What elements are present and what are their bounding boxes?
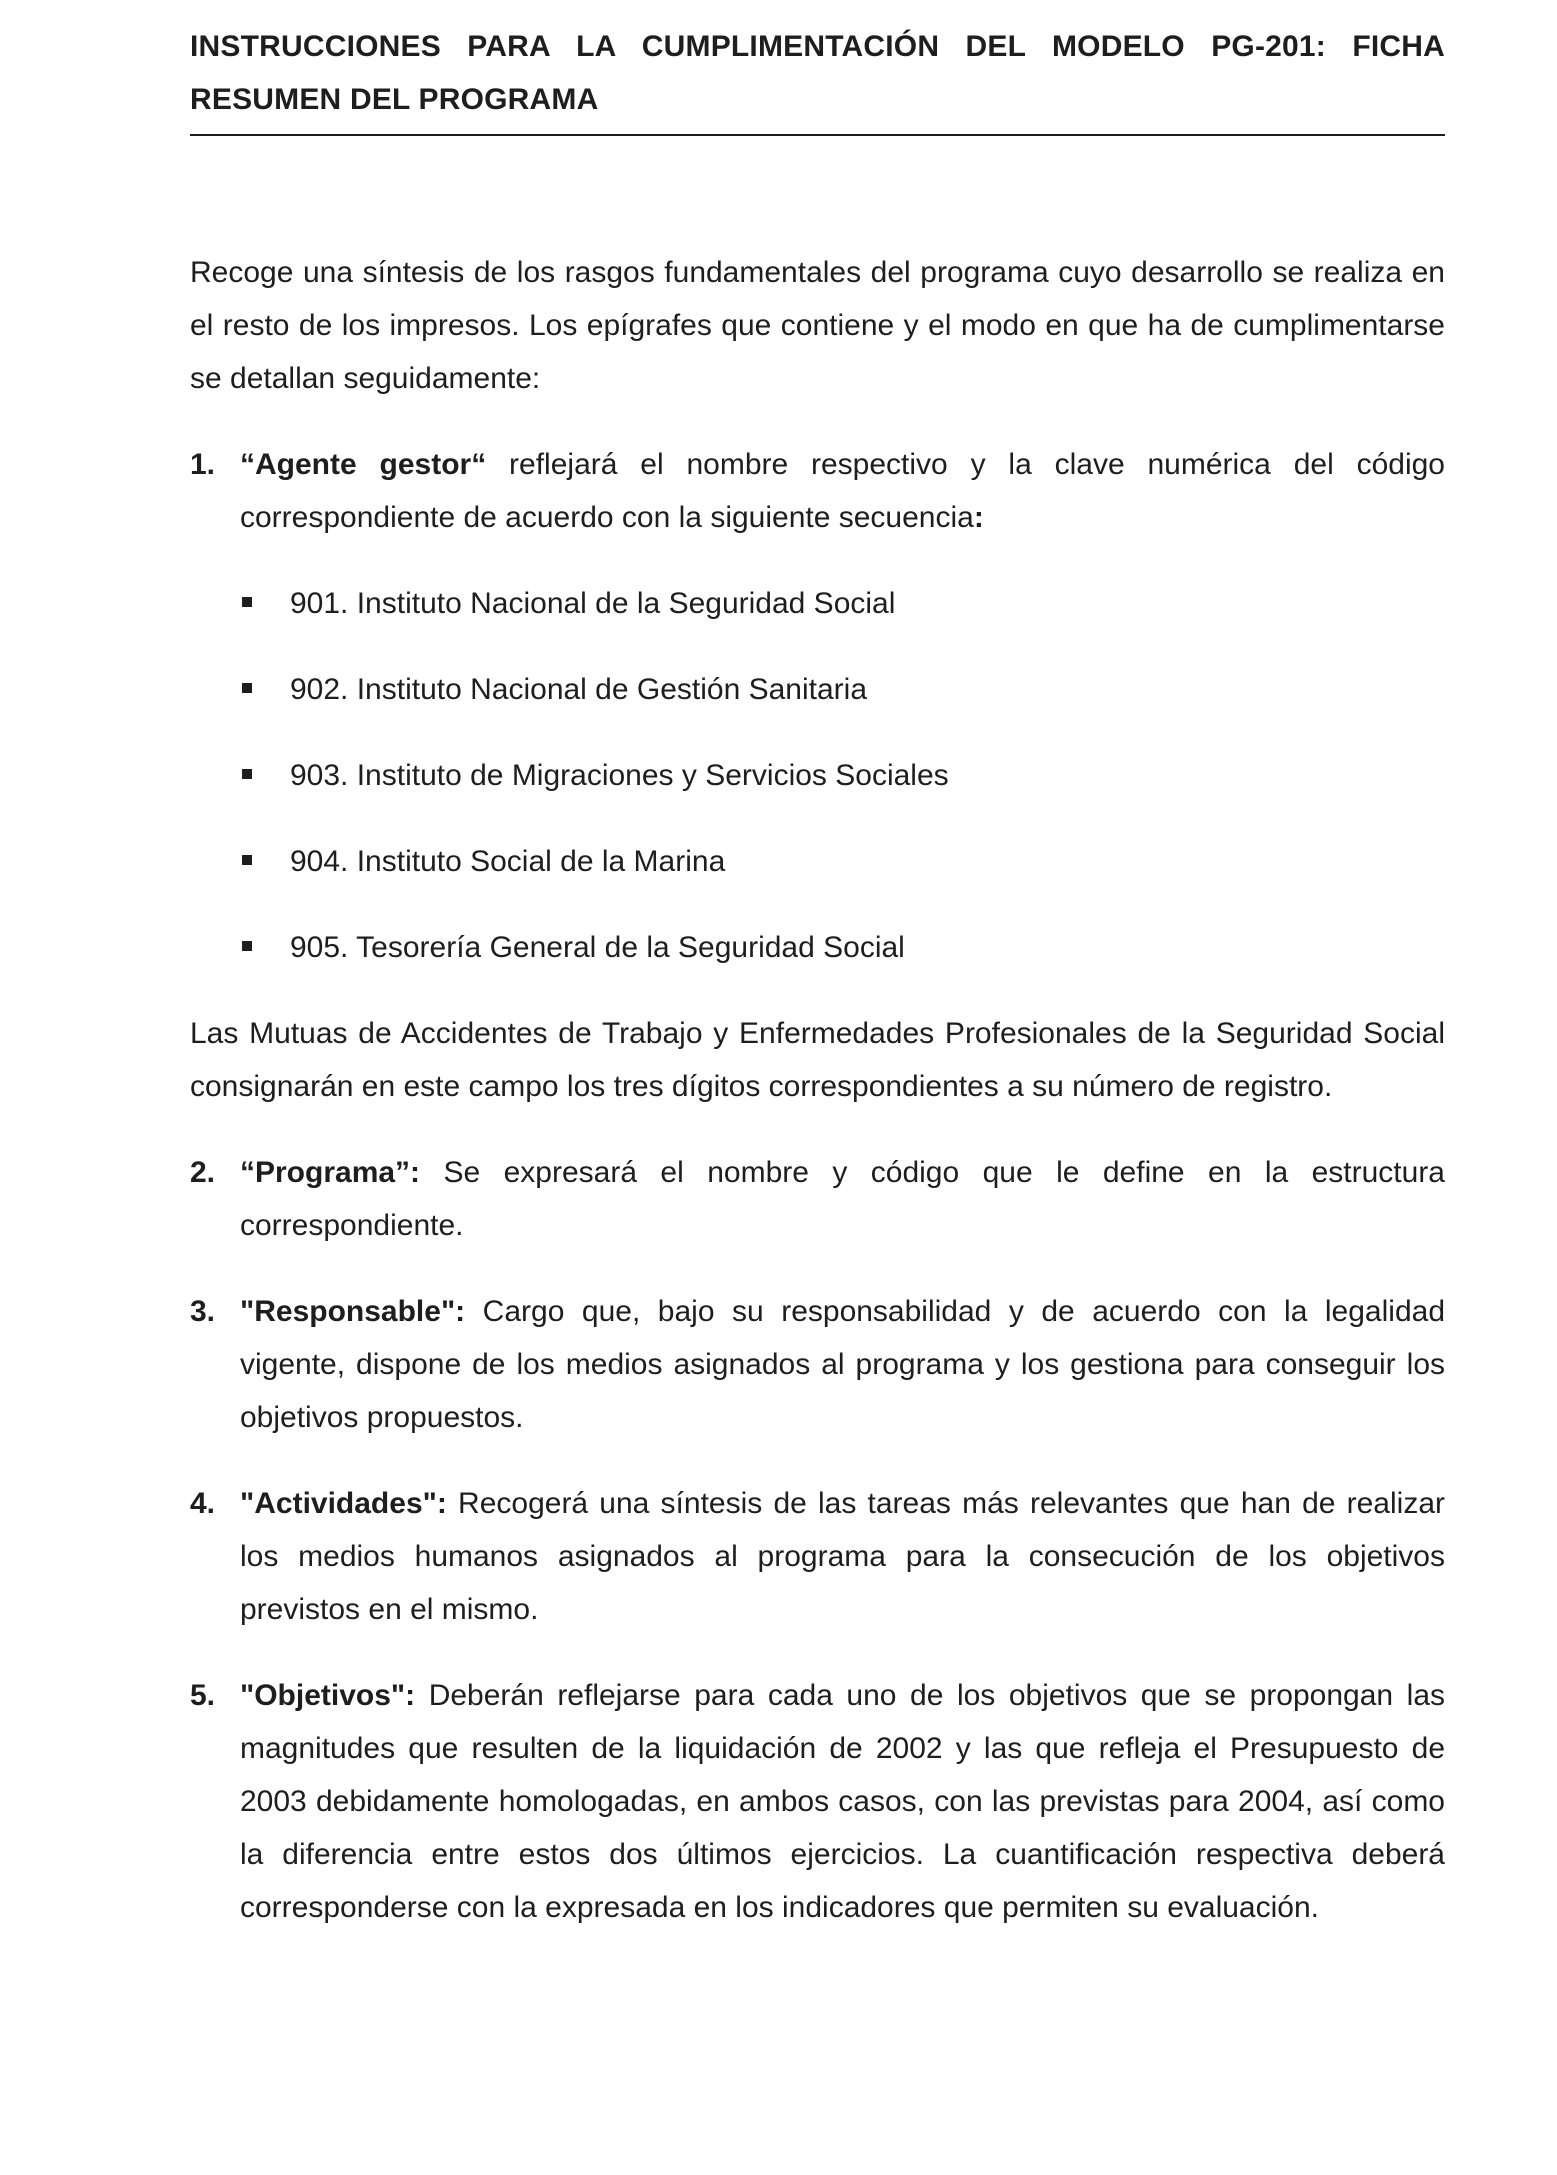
mutuas-note: Las Mutuas de Accidentes de Trabajo y Enfermedades Profesionales de la Seguridad Social consignarán en este campo los tres dígitos correspondientes a su número de registro. — [190, 1017, 1445, 1103]
section-text: Se expresará el nombre y código que le define en la estructura correspondiente. — [240, 1156, 1445, 1242]
list-item-label: 903. Instituto de Migraciones y Servicios Sociales — [290, 759, 949, 792]
list-item — [190, 577, 1445, 630]
section-2-programa — [190, 1146, 1445, 1252]
section-4-actividades — [190, 1477, 1445, 1636]
list-item-label: 901. Instituto Nacional de la Seguridad Social — [290, 587, 896, 620]
section-1-agente-gestor — [190, 438, 1445, 544]
list-item-label: 905. Tesorería General de la Seguridad Social — [290, 931, 905, 964]
section-5-objetivos — [190, 1669, 1445, 1934]
agent-code-list — [190, 577, 1445, 974]
section-term: “Agente gestor“ — [240, 448, 487, 481]
square-bullet-icon — [242, 941, 252, 951]
list-item — [190, 663, 1445, 716]
section-number: 4. — [190, 1487, 216, 1520]
list-item — [190, 749, 1445, 802]
section-text: Recogerá una síntesis de las tareas más relevantes que han de realizar los medios humanos asignados al programa para la consecución de los objetivos previstos en el mismo. — [240, 1487, 1445, 1626]
section-term: “Programa”: — [240, 1156, 421, 1189]
section-text: reflejará el nombre respectivo y la clave numérica del código correspondiente de acuerdo con la siguiente secuencia — [240, 448, 1445, 534]
section-text: Cargo que, bajo su responsabilidad y de acuerdo con la legalidad vigente, dispone de los medios asignados al programa y los gestiona para conseguir los objetivos propuestos. — [240, 1295, 1445, 1434]
intro-paragraph: Recoge una síntesis de los rasgos fundamentales del programa cuyo desarrollo se realiza en el resto de los impresos. Los epígrafes que contiene y el modo en que ha de cumplimentarse se detallan seguidamente: — [190, 256, 1445, 395]
section-number: 2. — [190, 1156, 216, 1189]
list-item — [190, 921, 1445, 974]
section-number: 1. — [190, 448, 216, 481]
list-item — [190, 835, 1445, 888]
section-3-responsable — [190, 1285, 1445, 1444]
page-title: INSTRUCCIONES PARA LA CUMPLIMENTACIÓN DEL MODELO PG-201: FICHA RESUMEN DEL PROGRAMA — [190, 30, 1445, 116]
page-header — [190, 20, 1445, 136]
section-text: Deberán reflejarse para cada uno de los objetivos que se propongan las magnitudes que resulten de la liquidación de 2002 y las que refleja el Presupuesto de 2003 debidamente homologadas, en ambos casos, con las previstas para 2004, así como la diferencia entre estos dos últimos ejercicios. La cuantificación respectiva deberá corresponderse con la expresada en los indicadores que permiten su evaluación. — [240, 1679, 1445, 1924]
section-number: 5. — [190, 1679, 216, 1712]
list-item-label: 902. Instituto Nacional de Gestión Sanitaria — [290, 673, 868, 706]
section-term: "Responsable": — [240, 1295, 466, 1328]
section-number: 3. — [190, 1295, 216, 1328]
section-colon: : — [973, 501, 984, 534]
square-bullet-icon — [242, 855, 252, 865]
list-item-label: 904. Instituto Social de la Marina — [290, 845, 726, 878]
section-term: "Objetivos": — [240, 1679, 416, 1712]
document-page — [190, 0, 1445, 1934]
square-bullet-icon — [242, 597, 252, 607]
section-term: "Actividades": — [240, 1487, 447, 1520]
square-bullet-icon — [242, 769, 252, 779]
square-bullet-icon — [242, 683, 252, 693]
